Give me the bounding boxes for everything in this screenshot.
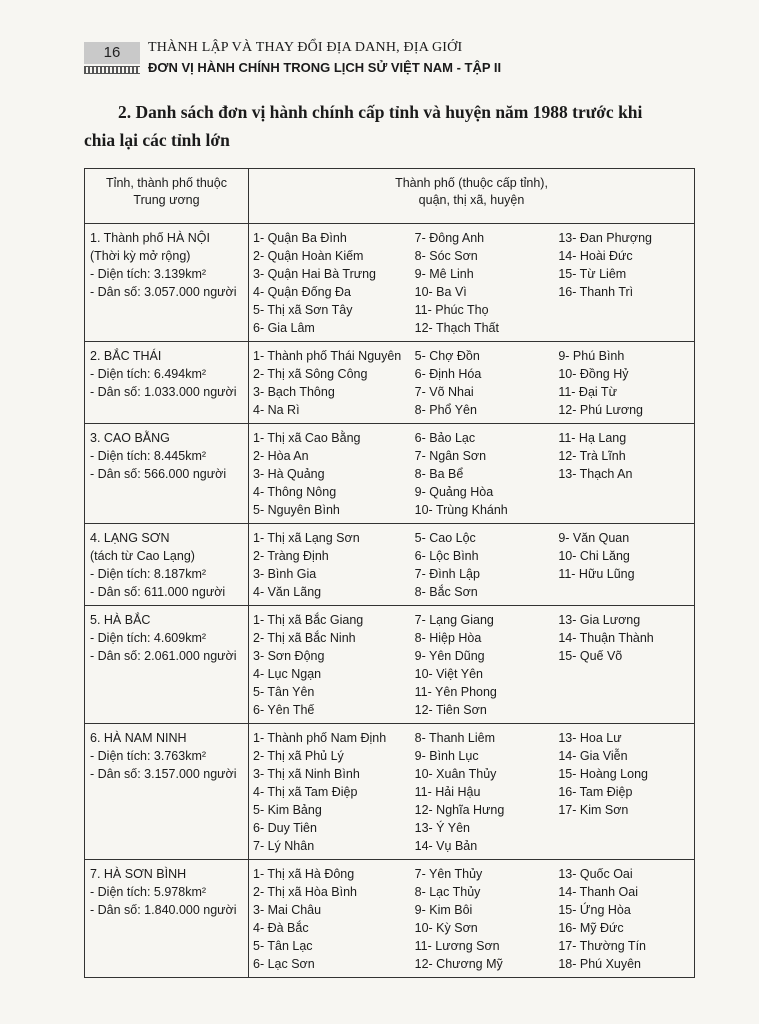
district-item: 13- Quốc Oai [558, 867, 633, 881]
district-item: 13- Thạch An [558, 467, 633, 481]
district-column [253, 611, 415, 719]
districts-cell [249, 342, 695, 424]
district-column [415, 729, 559, 855]
header-districts-line: quận, thị xã, huyện [418, 193, 525, 207]
province-info-line: - Diện tích: 8.187km² [90, 567, 207, 581]
district-item: 7- Lý Nhân [253, 839, 315, 853]
district-column [558, 229, 694, 337]
section-title-line1: 2. Danh sách đơn vị hành chính cấp tỉnh và huyện năm 1988 trước khi [118, 102, 643, 122]
district-item: 5- Cao Lộc [414, 531, 476, 545]
district-item: 2- Quận Hoàn Kiếm [253, 249, 364, 263]
province-info-line: 1. Thành phố HÀ NỘI [90, 231, 210, 245]
district-item: 12- Nghĩa Hưng [414, 803, 505, 817]
district-item: 10- Xuân Thủy [414, 767, 497, 781]
province-info-line: - Dân số: 2.061.000 người [90, 649, 237, 663]
province-cell [85, 724, 249, 860]
district-item: 6- Lạc Sơn [253, 957, 315, 971]
district-item: 16- Tam Điệp [558, 785, 633, 799]
province-info-line: - Dân số: 566.000 người [90, 467, 227, 481]
district-item: 15- Quế Võ [558, 649, 623, 663]
district-item: 2- Thị xã Phủ Lý [253, 749, 344, 763]
district-item: 4- Văn Lãng [253, 585, 322, 599]
district-item: 17- Thường Tín [558, 939, 646, 953]
district-item: 9- Văn Quan [558, 531, 630, 545]
table-row [85, 224, 695, 342]
district-item: 3- Bạch Thông [253, 385, 335, 399]
district-item: 10- Kỳ Sơn [414, 921, 478, 935]
district-item: 2- Tràng Định [253, 549, 329, 563]
district-columns [253, 429, 694, 519]
district-item: 9- Phú Bình [558, 349, 625, 363]
district-item: 1- Thị xã Bắc Giang [253, 613, 364, 627]
district-item: 8- Phổ Yên [414, 403, 477, 417]
district-item: 9- Bình Lục [414, 749, 479, 763]
province-cell [85, 424, 249, 524]
district-columns [253, 729, 694, 855]
district-item: 15- Hoàng Long [558, 767, 648, 781]
district-item: 6- Yên Thế [253, 703, 315, 717]
district-column [253, 229, 415, 337]
districts-cell [249, 606, 695, 724]
district-item: 3- Hà Quảng [253, 467, 325, 481]
province-info-line: (tách từ Cao Lạng) [90, 549, 195, 563]
header-districts-line: Thành phố (thuộc cấp tỉnh), [395, 176, 548, 190]
district-item: 4- Đà Bắc [253, 921, 309, 935]
district-column [253, 529, 415, 601]
district-item: 14- Gia Viễn [558, 749, 628, 763]
district-item: 16- Mỹ Đức [558, 921, 624, 935]
district-item: 11- Lương Sơn [414, 939, 500, 953]
province-info-line: - Diện tích: 6.494km² [90, 367, 207, 381]
district-column [415, 611, 559, 719]
district-item: 5- Tân Yên [253, 685, 315, 699]
district-item: 15- Ứng Hòa [558, 903, 631, 917]
district-column [558, 729, 694, 855]
section-title-line2: chia lại các tỉnh lớn [84, 130, 230, 150]
district-item: 13- Ý Yên [414, 821, 471, 835]
district-item: 15- Từ Liêm [558, 267, 627, 281]
table-row [85, 424, 695, 524]
province-info-line: - Diện tích: 8.445km² [90, 449, 207, 463]
district-columns [253, 229, 694, 337]
province-info-line: - Dân số: 3.057.000 người [90, 285, 237, 299]
district-item: 5- Nguyên Bình [253, 503, 340, 517]
header-province-line: Tỉnh, thành phố thuộc [106, 176, 227, 190]
district-item: 3- Quận Hai Bà Trưng [253, 267, 377, 281]
district-item: 4- Thị xã Tam Điệp [253, 785, 358, 799]
province-cell [85, 606, 249, 724]
district-item: 10- Đồng Hỷ [558, 367, 629, 381]
district-item: 14- Vụ Bản [414, 839, 478, 853]
province-info-line: - Dân số: 1.840.000 người [90, 903, 237, 917]
table-row [85, 524, 695, 606]
district-item: 1- Thành phố Thái Nguyên [253, 349, 402, 363]
table-row [85, 606, 695, 724]
district-item: 8- Hiệp Hòa [414, 631, 482, 645]
province-info-line: (Thời kỳ mở rộng) [90, 249, 191, 263]
district-item: 6- Duy Tiên [253, 821, 317, 835]
province-info-line: - Dân số: 611.000 người [90, 585, 226, 599]
province-info-line: 5. HÀ BẮC [90, 613, 151, 627]
district-item: 8- Sóc Sơn [414, 249, 478, 263]
province-info-line: - Dân số: 3.157.000 người [90, 767, 237, 781]
district-item: 4- Na Rì [253, 403, 300, 417]
district-item: 2- Hòa An [253, 449, 309, 463]
district-column [558, 429, 694, 519]
district-item: 10- Việt Yên [414, 667, 483, 681]
district-item: 13- Hoa Lư [558, 731, 622, 745]
district-column [415, 347, 559, 419]
district-item: 1- Thị xã Cao Bằng [253, 431, 361, 445]
districts-cell [249, 860, 695, 978]
district-column [558, 611, 694, 719]
district-item: 11- Hữu Lũng [558, 567, 635, 581]
district-columns [253, 529, 694, 601]
district-item: 8- Bắc Sơn [414, 585, 478, 599]
district-item: 11- Hạ Lang [558, 431, 627, 445]
district-item: 5- Kim Bảng [253, 803, 322, 817]
district-item: 17- Kim Sơn [558, 803, 629, 817]
district-column [558, 347, 694, 419]
district-column [558, 865, 694, 973]
district-item: 3- Bình Gia [253, 567, 317, 581]
district-item: 7- Yên Thủy [414, 867, 483, 881]
district-item: 9- Quảng Hòa [414, 485, 494, 499]
district-item: 3- Sơn Động [253, 649, 325, 663]
district-item: 7- Lạng Giang [414, 613, 494, 627]
district-item: 12- Chương Mỹ [414, 957, 503, 971]
province-info-line: - Diện tích: 4.609km² [90, 631, 207, 645]
district-item: 1- Thị xã Lạng Sơn [253, 531, 360, 545]
district-item: 1- Thành phố Nam Định [253, 731, 387, 745]
district-item: 8- Ba Bể [414, 467, 464, 481]
district-item: 9- Kim Bôi [414, 903, 473, 917]
district-item: 5- Thị xã Sơn Tây [253, 303, 353, 317]
district-columns [253, 611, 694, 719]
province-info-line: 2. BẮC THÁI [90, 349, 162, 363]
district-item: 2- Thị xã Sông Công [253, 367, 368, 381]
district-item: 7- Ngân Sơn [414, 449, 487, 463]
province-cell [85, 860, 249, 978]
district-item: 4- Lục Ngạn [253, 667, 322, 681]
district-item: 12- Trà Lĩnh [558, 449, 626, 463]
district-item: 9- Mê Linh [414, 267, 474, 281]
district-item: 7- Võ Nhai [414, 385, 474, 399]
district-item: 12- Thạch Thất [414, 321, 499, 335]
district-column [253, 429, 415, 519]
province-cell [85, 524, 249, 606]
district-item: 12- Phú Lương [558, 403, 643, 417]
page-number: 16 [84, 42, 140, 64]
district-column [415, 229, 559, 337]
running-header [84, 36, 684, 80]
district-item: 11- Yên Phong [414, 685, 497, 699]
district-item: 6- Lộc Bình [414, 549, 479, 563]
district-item: 14- Thanh Oai [558, 885, 638, 899]
table-row [85, 342, 695, 424]
district-item: 6- Bảo Lạc [414, 431, 476, 445]
header-districts [249, 169, 695, 224]
admin-units-table [84, 168, 695, 978]
province-info-line: 6. HÀ NAM NINH [90, 731, 187, 745]
district-item: 10- Chi Lăng [558, 549, 630, 563]
header-province [85, 169, 249, 224]
district-item: 6- Gia Lâm [253, 321, 315, 335]
district-item: 9- Yên Dũng [414, 649, 485, 663]
districts-cell [249, 524, 695, 606]
district-item: 2- Thị xã Bắc Ninh [253, 631, 356, 645]
district-item: 3- Thị xã Ninh Bình [253, 767, 360, 781]
header-ornament [84, 66, 140, 74]
district-item: 11- Phúc Thọ [414, 303, 489, 317]
province-info-line: 3. CAO BẰNG [90, 431, 170, 445]
district-item: 1- Thị xã Hà Đông [253, 867, 355, 881]
table-body [85, 224, 695, 978]
district-item: 3- Mai Châu [253, 903, 322, 917]
province-info-line: - Diện tích: 5.978km² [90, 885, 207, 899]
book-title-line2: ĐƠN VỊ HÀNH CHÍNH TRONG LỊCH SỬ VIỆT NAM - TẬP II [148, 60, 502, 75]
district-item: 13- Gia Lương [558, 613, 641, 627]
table-row [85, 860, 695, 978]
district-item: 11- Đại Từ [558, 385, 617, 399]
districts-cell [249, 724, 695, 860]
province-info-line: - Dân số: 1.033.000 người [90, 385, 237, 399]
district-item: 14- Hoài Đức [558, 249, 633, 263]
province-cell [85, 224, 249, 342]
districts-cell [249, 224, 695, 342]
district-item: 2- Thị xã Hòa Bình [253, 885, 357, 899]
district-item: 8- Thanh Liêm [414, 731, 496, 745]
district-column [253, 865, 415, 973]
province-cell [85, 342, 249, 424]
district-column [415, 865, 559, 973]
district-item: 4- Thông Nông [253, 485, 337, 499]
book-title-line1: THÀNH LẬP VÀ THAY ĐỔI ĐỊA DANH, ĐỊA GIỚI [148, 40, 463, 55]
district-item: 5- Tân Lạc [253, 939, 313, 953]
district-item: 10- Trùng Khánh [414, 503, 508, 517]
district-columns [253, 865, 694, 973]
district-column [558, 529, 694, 601]
district-item: 14- Thuận Thành [558, 631, 654, 645]
district-item: 18- Phú Xuyên [558, 957, 642, 971]
district-item: 8- Lạc Thủy [414, 885, 481, 899]
district-item: 16- Thanh Trì [558, 285, 634, 299]
province-info-line: 4. LẠNG SƠN [90, 531, 170, 545]
section-title [84, 98, 704, 154]
district-item: 5- Chợ Đồn [414, 349, 480, 363]
district-item: 13- Đan Phượng [558, 231, 653, 245]
table-header-row [85, 169, 695, 224]
district-columns [253, 347, 694, 419]
district-item: 6- Định Hóa [414, 367, 482, 381]
districts-cell [249, 424, 695, 524]
header-province-line: Trung ương [133, 193, 200, 207]
district-column [253, 347, 415, 419]
district-column [415, 429, 559, 519]
district-item: 7- Đông Anh [414, 231, 485, 245]
district-item: 7- Đình Lập [414, 567, 480, 581]
district-column [415, 529, 559, 601]
province-info-line: 7. HÀ SƠN BÌNH [90, 867, 187, 881]
district-item: 1- Quận Ba Đình [253, 231, 347, 245]
province-info-line: - Diện tích: 3.763km² [90, 749, 207, 763]
table-row [85, 724, 695, 860]
district-item: 4- Quận Đống Đa [253, 285, 351, 299]
district-item: 12- Tiên Sơn [414, 703, 487, 717]
district-column [253, 729, 415, 855]
district-item: 11- Hải Hậu [414, 785, 481, 799]
district-item: 10- Ba Vì [414, 285, 467, 299]
province-info-line: - Diện tích: 3.139km² [90, 267, 207, 281]
